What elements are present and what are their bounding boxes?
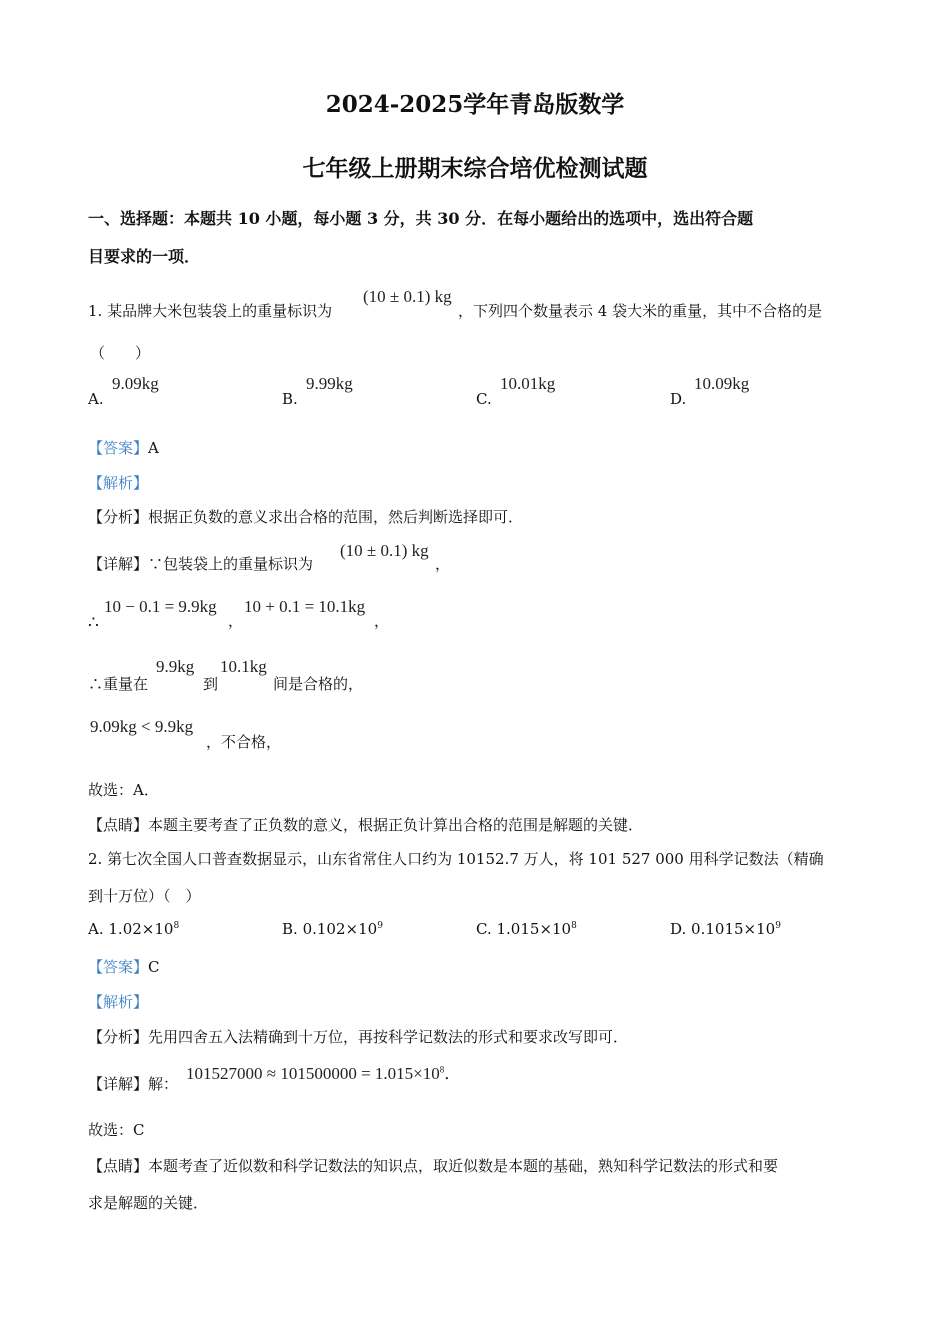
q1-comment-text: 本题主要考查了正负数的意义，根据正负计算出合格的范围是解题的关键． bbox=[148, 816, 644, 834]
q1-calc-1-comma: ， bbox=[228, 612, 244, 630]
q2-option-d-base: 0.1015×10 bbox=[691, 920, 776, 938]
q1-range-to: 到 bbox=[203, 675, 219, 693]
q1-analysis-tag: 【解析】 bbox=[88, 474, 149, 492]
q1-detail-tag: 【详解】 bbox=[88, 555, 149, 573]
section-heading-line2: 目要求的一项． bbox=[88, 247, 201, 266]
q2-fenxi-tag: 【分析】 bbox=[88, 1028, 149, 1046]
section-heading-line1: 一、选择题：本题共 10 小题，每小题 3 分，共 30 分．在每小题给出的选项中，选出符合题 bbox=[88, 209, 754, 228]
q1-choose: 故选：A． bbox=[88, 781, 159, 799]
q1-option-b-letter: B. bbox=[282, 390, 298, 408]
q1-fenxi-text: 根据正负数的意义求出合格的范围，然后判断选择即可． bbox=[148, 508, 524, 526]
q2-detail-line bbox=[88, 1073, 178, 1094]
q1-range-low: 9.9kg bbox=[156, 657, 195, 676]
q2-option-a-letter: A. bbox=[88, 920, 104, 938]
q2-option-c-exp: 8 bbox=[571, 921, 577, 931]
q1-option-c-letter: C. bbox=[476, 390, 492, 408]
q2-answer-tag: 【答案】 bbox=[88, 958, 149, 976]
q2-answer-value: C bbox=[148, 958, 160, 976]
q2-option-c-letter: C. bbox=[476, 920, 492, 938]
q1-paren: （ ） bbox=[90, 344, 151, 362]
q2-stem-line1: 2. 第七次全国人口普查数据显示，山东省常住人口约为 10152.7 万人，将 101 527 000 用科学记数法（精确 bbox=[88, 850, 824, 868]
q2-comment-tag: 【点睛】 bbox=[88, 1157, 149, 1175]
q2-detail-end: ． bbox=[444, 1064, 462, 1083]
q2-answer-line bbox=[88, 956, 160, 977]
q2-detail-expression: 101527000 ≈ 101500000 = 1.015×10 bbox=[186, 1064, 440, 1083]
q2-option-b bbox=[282, 920, 383, 938]
q1-option-a-letter: A. bbox=[88, 390, 104, 408]
q2-option-c bbox=[476, 920, 577, 938]
q1-fenxi-tag: 【分析】 bbox=[88, 508, 149, 526]
q2-option-a-base: 1.02×10 bbox=[108, 920, 174, 938]
q1-option-d-value: 10.09kg bbox=[694, 374, 750, 393]
q1-detail-line bbox=[88, 553, 313, 574]
q1-compare-tail: ，不合格， bbox=[206, 733, 282, 751]
q1-option-a-value: 9.09kg bbox=[112, 374, 159, 393]
q1-option-b-value: 9.99kg bbox=[306, 374, 353, 393]
q1-fenxi-line bbox=[88, 506, 523, 527]
q2-option-a-exp: 8 bbox=[173, 921, 180, 931]
q2-option-b-exp: 9 bbox=[377, 921, 383, 931]
q1-answer-value: A bbox=[148, 439, 159, 457]
doc-title-line1: 2024-2025学年青岛版数学 bbox=[325, 91, 625, 118]
q2-comment-line bbox=[88, 1155, 778, 1176]
q1-calc-2-comma: ， bbox=[374, 612, 390, 630]
q2-option-b-base: 0.102×10 bbox=[302, 920, 378, 938]
q1-stem-b: ，下列四个数量表示 4 袋大米的重量，其中不合格的是 bbox=[458, 302, 823, 320]
q2-stem-line2: 到十万位）（ ） bbox=[88, 887, 201, 905]
q1-detail-comma: ， bbox=[435, 555, 451, 573]
q2-option-b-letter: B. bbox=[282, 920, 298, 938]
q2-detail-math bbox=[186, 1059, 461, 1084]
q2-comment-line2: 求是解题的关键． bbox=[88, 1194, 209, 1212]
q1-answer-line bbox=[88, 437, 159, 458]
q1-range-start: ∴重量在 bbox=[88, 675, 149, 693]
doc-title-line2: 七年级上册期末综合培优检测试题 bbox=[302, 155, 648, 182]
q2-choose: 故选：C bbox=[88, 1121, 145, 1139]
q1-detail-text: ∵包装袋上的重量标识为 bbox=[148, 555, 314, 573]
q1-detail-math: (10 ± 0.1) kg bbox=[340, 541, 429, 560]
q2-comment-text: 本题考查了近似数和科学记数法的知识点，取近似数是本题的基础，熟知科学记数法的形式和要 bbox=[148, 1157, 779, 1175]
q2-fenxi-text: 先用四舍五入法精确到十万位，再按科学记数法的形式和要求改写即可． bbox=[148, 1028, 629, 1046]
q2-analysis-tag: 【解析】 bbox=[88, 993, 149, 1011]
q2-option-d-exp: 9 bbox=[775, 921, 781, 931]
q2-option-d bbox=[670, 920, 781, 938]
q1-comment-line bbox=[88, 814, 643, 835]
q2-option-a bbox=[88, 920, 179, 938]
q1-option-c-value: 10.01kg bbox=[500, 374, 556, 393]
q1-option-d-letter: D. bbox=[670, 390, 687, 408]
q1-compare: 9.09kg < 9.9kg bbox=[90, 717, 194, 736]
q1-therefore-1: ∴ bbox=[88, 613, 99, 633]
q1-stem-a: 1. 某品牌大米包装袋上的重量标识为 bbox=[88, 302, 333, 320]
q2-detail-text: 解： bbox=[148, 1075, 179, 1093]
q2-detail-tag: 【详解】 bbox=[88, 1075, 149, 1093]
q2-option-c-base: 1.015×10 bbox=[496, 920, 572, 938]
q2-detail-exponent: 8 bbox=[439, 1064, 445, 1075]
q1-range-tail: 间是合格的， bbox=[273, 675, 364, 693]
q2-fenxi-line bbox=[88, 1026, 628, 1047]
q2-option-d-letter: D. bbox=[670, 920, 687, 938]
q1-calc-1: 10 − 0.1 = 9.9kg bbox=[104, 597, 217, 616]
q1-comment-tag: 【点睛】 bbox=[88, 816, 149, 834]
q1-answer-tag: 【答案】 bbox=[88, 439, 149, 457]
q1-range-high: 10.1kg bbox=[220, 657, 267, 676]
q1-stem-math: (10 ± 0.1) kg bbox=[363, 287, 452, 306]
q1-calc-2: 10 + 0.1 = 10.1kg bbox=[244, 597, 366, 616]
